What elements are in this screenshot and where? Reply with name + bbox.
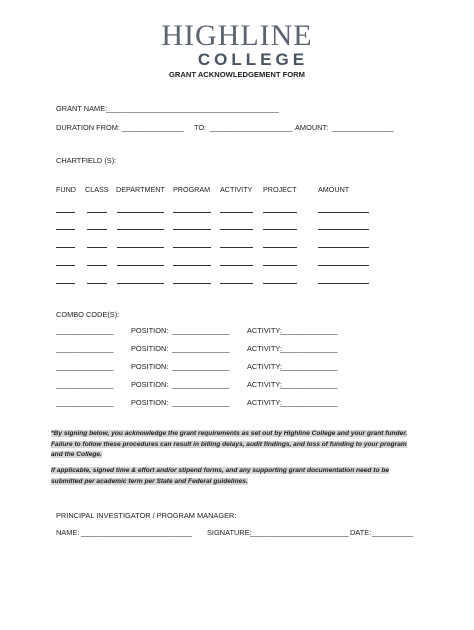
- chartfield-class-blank[interactable]: [87, 229, 107, 230]
- amount-field[interactable]: _______________: [332, 123, 394, 132]
- grant-name-label: GRANT NAME:: [56, 104, 108, 113]
- activity-label: ACTIVITY:: [247, 398, 282, 407]
- combo-code-field[interactable]: ______________: [56, 362, 114, 371]
- chartfield-fund-blank[interactable]: [56, 283, 75, 284]
- col-program: PROGRAM: [173, 185, 211, 194]
- notice-line-2: Failure to follow these procedures can result in billing delays, audit findings, and loss of funding to your program: [51, 440, 407, 448]
- chartfield-amount-blank[interactable]: [318, 247, 369, 248]
- chartfield-fund-blank[interactable]: [56, 229, 75, 230]
- position-field[interactable]: ______________: [172, 362, 230, 371]
- chartfield-fund-blank[interactable]: [56, 212, 75, 213]
- amount-label: AMOUNT:: [295, 123, 329, 132]
- chartfield-department-blank[interactable]: [117, 247, 164, 248]
- col-fund: FUND: [56, 185, 76, 194]
- chartfield-class-blank[interactable]: [87, 247, 107, 248]
- activity-field[interactable]: ______________: [280, 398, 338, 407]
- chartfield-activity-blank[interactable]: [220, 265, 253, 266]
- signature-field[interactable]: ________________________: [250, 528, 349, 537]
- chartfield-program-blank[interactable]: [173, 212, 211, 213]
- chartfield-activity-blank[interactable]: [220, 212, 253, 213]
- position-field[interactable]: ______________: [172, 344, 230, 353]
- notice-paragraph-2: [51, 466, 423, 487]
- position-label: POSITION:: [131, 344, 169, 353]
- chartfield-program-blank[interactable]: [173, 247, 211, 248]
- col-activity: ACTIVITY: [220, 185, 253, 194]
- activity-label: ACTIVITY:: [247, 362, 282, 371]
- chartfield-program-blank[interactable]: [173, 283, 211, 284]
- to-label: TO:: [194, 123, 207, 132]
- combo-code-field[interactable]: ______________: [56, 398, 114, 407]
- chartfield-title: CHARTFIELD (S):: [56, 156, 117, 165]
- position-label: POSITION:: [131, 380, 169, 389]
- chartfield-department-blank[interactable]: [117, 283, 164, 284]
- chartfield-program-blank[interactable]: [173, 265, 211, 266]
- chartfield-class-blank[interactable]: [87, 212, 107, 213]
- name-label: NAME:: [56, 528, 80, 537]
- position-field[interactable]: ______________: [172, 380, 230, 389]
- logo-highline: HIGHLINE: [161, 19, 313, 52]
- form-title: GRANT ACKNOWLEDGEMENT FORM: [169, 70, 305, 79]
- notice-line-1: *By signing below, you acknowledge the grant requirements as set out by Highline College and your grant funder.: [51, 430, 408, 437]
- chartfield-project-blank[interactable]: [263, 229, 297, 230]
- activity-field[interactable]: ______________: [280, 380, 338, 389]
- chartfield-department-blank[interactable]: [117, 212, 164, 213]
- chartfield-fund-blank[interactable]: [56, 247, 75, 248]
- notice-paragraph-1: [51, 429, 423, 461]
- chartfield-department-blank[interactable]: [117, 265, 164, 266]
- notice-line-4: If applicable, signed time & effort and/or stipend forms, and any supporting grant documentation need to be: [51, 467, 390, 474]
- chartfield-activity-blank[interactable]: [220, 229, 253, 230]
- combo-code-field[interactable]: ______________: [56, 344, 114, 353]
- position-label: POSITION:: [131, 326, 169, 335]
- chartfield-activity-blank[interactable]: [220, 283, 253, 284]
- chartfield-fund-blank[interactable]: [56, 265, 75, 266]
- chartfield-project-blank[interactable]: [263, 212, 297, 213]
- combo-code-field[interactable]: ______________: [56, 326, 114, 335]
- signature-label: SIGNATURE:: [207, 528, 252, 537]
- col-amount: AMOUNT: [318, 185, 350, 194]
- grant-name-field[interactable]: __________________________________________: [106, 104, 279, 113]
- position-field[interactable]: ______________: [172, 398, 230, 407]
- date-field[interactable]: __________: [372, 528, 414, 537]
- duration-from-label: DURATION FROM:: [56, 123, 120, 132]
- logo-college: COLLEGE: [197, 50, 309, 69]
- chartfield-amount-blank[interactable]: [318, 265, 369, 266]
- combo-title: COMBO CODE(S):: [56, 310, 120, 319]
- signoff-title: PRINCIPAL INVESTIGATOR / PROGRAM MANAGER:: [56, 511, 237, 520]
- notice-line-3: and the College.: [51, 451, 102, 458]
- position-label: POSITION:: [131, 362, 169, 371]
- activity-field[interactable]: ______________: [280, 362, 338, 371]
- activity-label: ACTIVITY:: [247, 344, 282, 353]
- combo-code-field[interactable]: ______________: [56, 380, 114, 389]
- to-field[interactable]: ____________________: [210, 123, 293, 132]
- notice-line-5: submitted per academic term per State and Federal guidelines.: [51, 477, 248, 485]
- chartfield-department-blank[interactable]: [117, 229, 164, 230]
- position-label: POSITION:: [131, 398, 169, 407]
- date-label: DATE:: [350, 528, 372, 537]
- chartfield-project-blank[interactable]: [263, 265, 297, 266]
- col-department: DEPARTMENT: [116, 185, 165, 194]
- col-project: PROJECT: [263, 185, 297, 194]
- activity-field[interactable]: ______________: [280, 326, 338, 335]
- activity-label: ACTIVITY:: [247, 326, 282, 335]
- chartfield-project-blank[interactable]: [263, 283, 297, 284]
- col-class: CLASS: [85, 185, 109, 194]
- position-field[interactable]: ______________: [172, 326, 230, 335]
- duration-from-field[interactable]: _______________: [122, 123, 184, 132]
- chartfield-project-blank[interactable]: [263, 247, 297, 248]
- activity-label: ACTIVITY:: [247, 380, 282, 389]
- chartfield-amount-blank[interactable]: [318, 229, 369, 230]
- chartfield-class-blank[interactable]: [87, 283, 107, 284]
- chartfield-amount-blank[interactable]: [318, 283, 369, 284]
- name-field[interactable]: ___________________________: [81, 528, 192, 537]
- chartfield-class-blank[interactable]: [87, 265, 107, 266]
- activity-field[interactable]: ______________: [280, 344, 338, 353]
- chartfield-activity-blank[interactable]: [220, 247, 253, 248]
- chartfield-amount-blank[interactable]: [318, 212, 369, 213]
- chartfield-program-blank[interactable]: [173, 229, 211, 230]
